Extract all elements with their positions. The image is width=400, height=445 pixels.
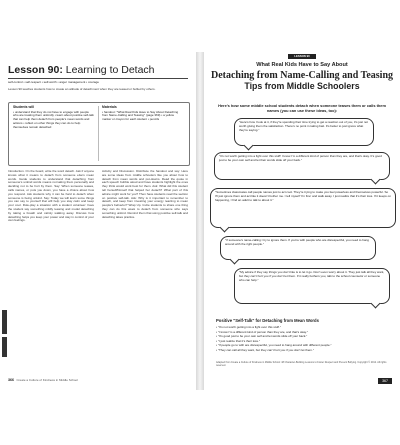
materials-text: • handout: "What Real Kids Have to Say About Detaching from Name-Calling and Teasing" (page 369) • a yellow marker or crayon for each student • pencils bbox=[102, 109, 179, 122]
self-talk-item: • "If people go to with are disrespectful, you need to hang around with different people." bbox=[216, 343, 386, 348]
lesson-number: Lesson 90: bbox=[8, 64, 63, 76]
body-column-2: Activity and Discussion. Distribute the handout and say: Here are some ideas from middle schoolers like you about how to detach from mean words and put-downs. Read the quote in each speech bubble aloud and have students highlight the ones they think would work best for them. Ask: What did this student tell herself/himself that helped her detach? What part of this advice might work for you? Then have students read the section on positive self-talk. Ask: Why is it important to remember to detach, and keep from investing your energy reacting to mean people's behavior? Wrap Up. Invite students to share one thing they can do this week to detach from someone who says something unkind. Remind them that using positive self-talk and detaching takes practice. bbox=[102, 169, 188, 219]
self-talk-item: • "It's good just to be your own self and let words slide off your back." bbox=[216, 334, 386, 339]
lesson-title-text: Learning to Detach bbox=[65, 64, 155, 76]
handout-intro: Here's how some middle school students detach when someone teases them or calls them names (you can use these ideas, too): bbox=[218, 103, 386, 113]
self-talk-list bbox=[216, 325, 386, 353]
self-talk-item: • "I know I'm a different kind of person than they are, and that's okay." bbox=[216, 330, 386, 335]
book-gutter bbox=[196, 52, 204, 390]
self-talk-item: • "I just realize that it's their loss." bbox=[216, 339, 386, 344]
students-will-column bbox=[13, 106, 95, 129]
title-rule bbox=[8, 78, 188, 79]
left-page bbox=[2, 52, 196, 390]
lesson-tag: LESSON 90 bbox=[288, 54, 316, 59]
handout-title-line-1: What Real Kids Have to Say About bbox=[256, 62, 348, 68]
right-page-number: 367 bbox=[378, 378, 392, 384]
lesson-title bbox=[8, 64, 155, 76]
handout-title-line-2: Detaching from Name-Calling and Teasing bbox=[210, 70, 394, 81]
box-divider bbox=[98, 106, 99, 161]
right-page bbox=[204, 52, 400, 390]
students-will-heading: Students will bbox=[13, 105, 34, 109]
skills-line: self-control • self-respect • self-worth • anger management • courage bbox=[8, 80, 99, 84]
fine-print: Adapted from Create a Culture of Kindness in Middle School: 48 Character-Building Lessons to Foster Respect and Prevent Bullying. Copyright © 2012. All rights reserved. bbox=[216, 361, 387, 367]
quote-bubble-5: "My advice if they say things you don't like is to let it go. Don't even worry about it. They just talk all they want, but they can't hurt you if you don't let them. If it really bothers you, talk to the school counselor or someone who can help." bbox=[234, 268, 390, 304]
quote-bubble-4: "If someone's name-calling I try to ignore them. If you're with people who are disrespectful, you need to hang around with the right people." bbox=[220, 236, 376, 260]
left-footer bbox=[8, 378, 78, 382]
handout-title-line-3: Tips from Middle Schoolers bbox=[244, 81, 360, 91]
book-spread bbox=[0, 52, 400, 390]
self-talk-item: • "It's not worth getting into a fight over this stuff." bbox=[216, 325, 386, 330]
self-talk-heading: Positive "Self-Talk" for Detaching from Mean Words bbox=[216, 318, 319, 323]
self-talk-item: • "They can call all they want, but they can't hurt you if you don't let them." bbox=[216, 348, 386, 353]
materials-column bbox=[102, 106, 184, 122]
objectives-box bbox=[8, 102, 190, 166]
quote-bubble-1: "Here's how I look at it, if they're spending their time trying to get a reaction out of you, it's just not worth giving them the satisfaction. There's no point in taking bait. It's better to just ignore what they're saying." bbox=[234, 118, 374, 146]
materials-heading: Materials bbox=[102, 105, 117, 109]
quote-bubble-3: "Sometimes classmates call people names just to act cool. They're trying to make you feel powerless and themselves powerful. So I'll just ignore them and act like it doesn't bother me. I tell myself 'I'm fine' and walk away. I just realize that it's their loss. If it keeps on happening, I find an adult to talk to about it." bbox=[210, 188, 396, 228]
left-footer-text: Create a Culture of Kindness in Middle School bbox=[16, 378, 78, 382]
body-column-1: Introduction. On the board, write the word detach. Ask if anyone knows what it means to detach from someone else's mean words. Guide students to understand that detaching from someone's unkind words means not taking them personally and deciding not to be hurt by them. Say: When someone teases, calls names, or puts you down, you have a choice about how you respond. Ask students why it can be hard to detach when someone is being unkind. Say: Today we will learn some things you can say to yourself that will help you stay calm and keep your cool. Role-play a situation with a student volunteer: have the student say something mildly teasing and model detaching by taking a breath and calmly walking away. Discuss how detaching helps you keep your power and stay in control of your own feelings. bbox=[8, 169, 94, 223]
goal-line: Lesson 90 teaches students how to create an attitude of detachment when they are teased or bullied by others. bbox=[8, 87, 156, 91]
students-will-text: • understand that they do not have to engage with people who are treating them unkindly • learn about positive self-talk that can help them detach from people's mean words and actions • reflect on other things they can do to help themselves remain detached bbox=[13, 109, 94, 129]
left-page-number: 366 bbox=[8, 378, 14, 382]
section-tab-lower bbox=[2, 337, 7, 357]
quote-bubble-2: "It's not worth getting into a fight over this stuff! I know I'm a different kind of person than they are, and that's okay. It's good just to be your own self and let their words slide off your back." bbox=[214, 152, 390, 180]
section-tab bbox=[2, 310, 7, 334]
